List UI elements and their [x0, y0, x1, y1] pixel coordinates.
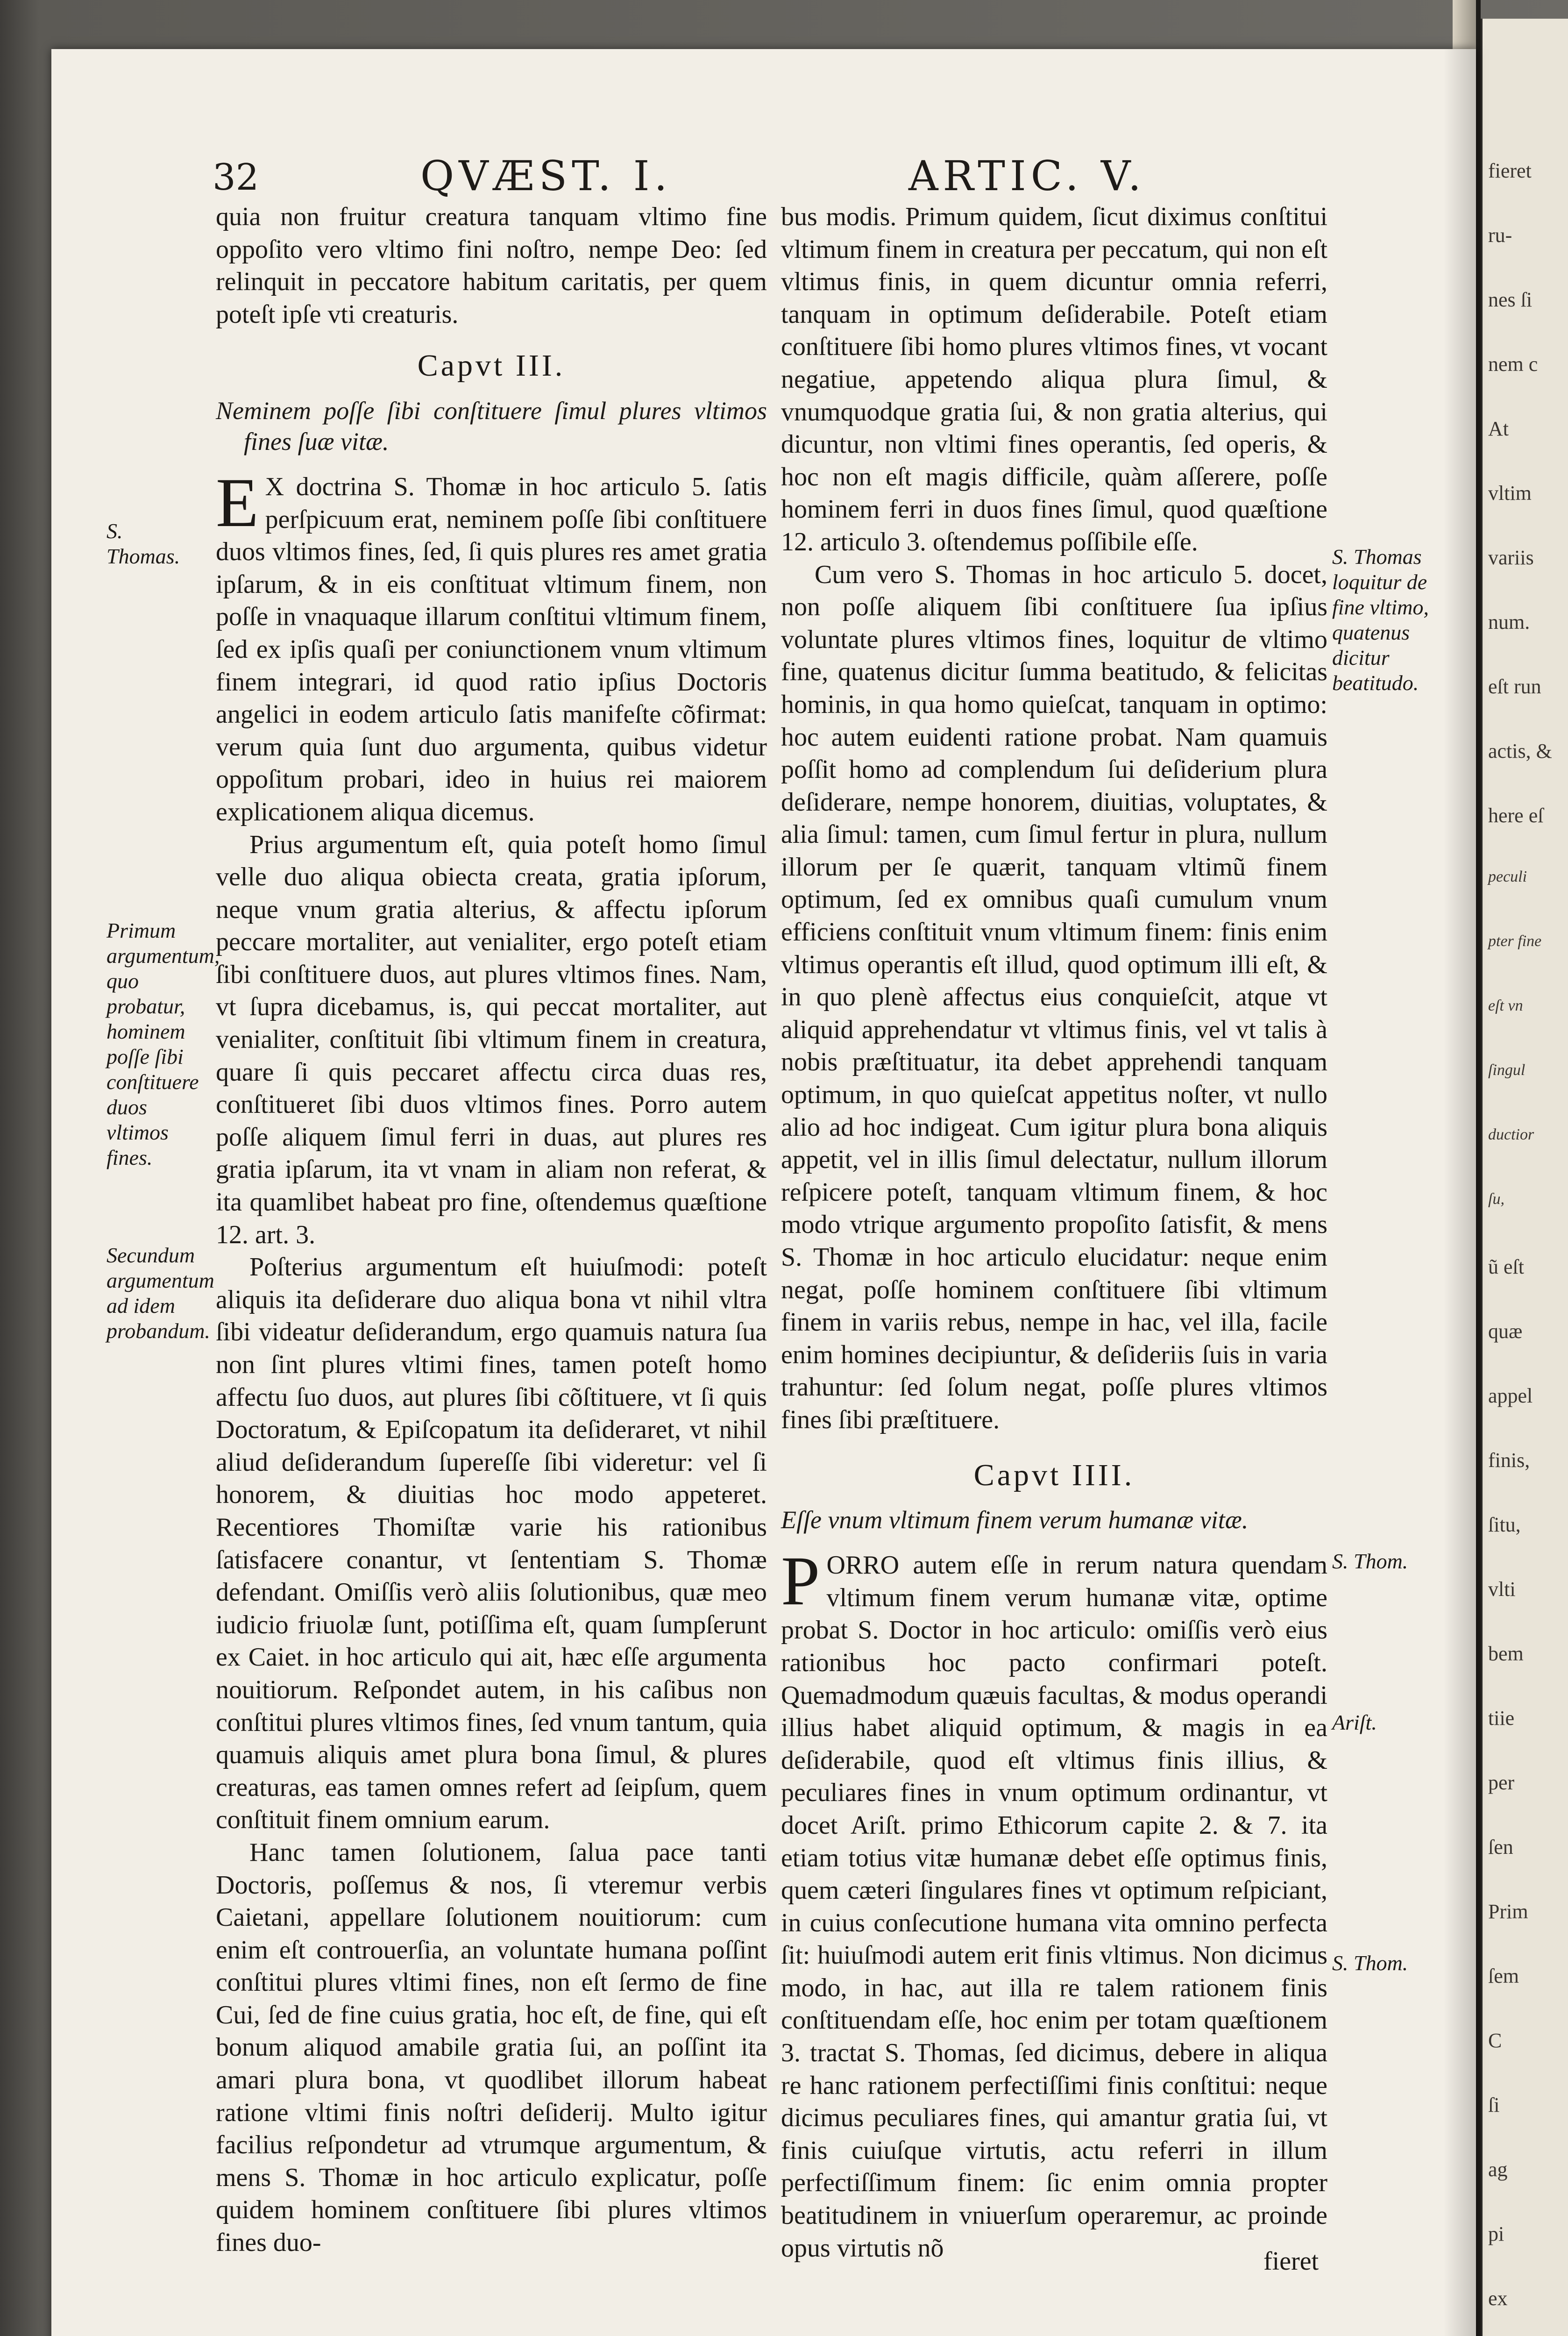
facing-page-fragment: eſt vn — [1488, 997, 1523, 1014]
facing-page-fragment: num. — [1488, 611, 1530, 634]
page-number: 32 — [213, 157, 259, 199]
opening-paragraph: quia non fruitur creatura tanquam vltimo fine oppoſito vero vltimo fini noſtro, nempe Deo: ſed relinquit in peccatore habitum caritatis, per quem poteſt ipſe vti creaturis. — [216, 202, 767, 329]
margin-note: S. Thomas loquitur de fine vltimo, quatenus dicitur beatitudo. — [1332, 545, 1429, 695]
catchword: fieret — [1263, 2247, 1319, 2276]
facing-page-fragment: here eſ — [1488, 804, 1544, 827]
facing-page-fragment: At — [1488, 417, 1509, 440]
facing-page-fragment: ſem — [1488, 1965, 1519, 1987]
facing-page-fragment: ũ eſt — [1488, 1255, 1524, 1278]
facing-page-fragment: fieret — [1488, 159, 1532, 182]
paragraph: bus modis. Primum quidem, ſicut diximus conſtitui vltimum finem in creatura per peccatum, qui non eſt vltimus finis, in quem dicuntur omnia referri, tanquam in optimum deſiderabile. Poteſt etiam conſtituere ſibi homo plures vltimos fines, vt vocant negatiue, appetendo aliqua plura ſimul, & vnumquodque gratia ſui, & non gratia alterius, qui dicuntur, non vltimi fines operantis, ſed operis, & hoc non eſt magis difficile, quàm aſſerere, poſſe hominem ferri in duos fines ſimul, quod quæſtione 12. articulo 3. oſtendemus poſſibile eſſe. — [781, 202, 1327, 556]
running-head-left: QVÆST. I. — [420, 152, 672, 200]
facing-page-fragment: actis, & — [1488, 740, 1552, 762]
paragraph: PORRO autem eſſe in rerum natura quendam vltimum finem verum humanæ vitæ, optime probat S. Doctor in hoc articulo: omiſſis verò eius rationibus hoc pacto confirmari poteſt. Quemadmodum quæuis facultas, & modus operandi illius habet aliquid optimum, & magis in ea deſiderabile, quod eſt vltimus finis illius, & peculiares fines in vnum optimum ordinantur, vt docet Ariſt. primo Ethicorum capite 2. & 7. ita etiam totius vitæ humanæ debet eſſe optimus finis, quem cæteri ſingulares fines vt optimum reſpiciant, in cuius conſecutione humana vita omnino perfecta ſit: huiuſmodi autem erit finis vltimus. Non dicimus modo, in hac, aut illa re talem rationem finis conſtituendam eſſe, hoc enim per totam quæſtionem 3. tractat S. Thomas, ſed dicimus, debere in aliqua re hanc rationem perfectiſſimi finis conſtitui: neque dicimus peculiares fines, qui amantur gratia ſui, vt finis cuiuſque virtutis, actu referri in illum perfectiſſimum finem: ſic enim omnia propter beatitudinem in vniuerſum operaremur, ac proinde opus virtutis nõ — [781, 1542, 1327, 2263]
facing-page-fragment: ſitu, — [1488, 1513, 1521, 1536]
gutter-rule — [1476, 0, 1481, 2336]
right-column — [781, 201, 1327, 2265]
facing-page-fragment: vlti — [1488, 1578, 1516, 1601]
facing-page-fragment: pi — [1488, 2222, 1504, 2245]
margin-note: S. Thom. — [1332, 1549, 1408, 1573]
margin-note: Secundum argumentum ad idem probandum. — [106, 1243, 214, 1343]
chapter-title: Capvt IIII. — [973, 1458, 1135, 1492]
facing-page-fragment: ſen — [1488, 1836, 1513, 1859]
facing-page-fragment: bem — [1488, 1642, 1524, 1665]
facing-page-fragment: Prim — [1488, 1900, 1528, 1923]
drop-cap: P — [781, 1542, 820, 1620]
paragraph: Prius argumentum eſt, quia poteſt homo ſimul velle duo aliqua obiecta creata, gratia ipſorum, neque vnum gratia alterius, & affectu ipſorum peccare mortaliter, aut venialiter, ergo poteſt etiam ſibi conſtituere duos, aut plures vltimos fines. Nam, vt ſupra dicebamus, is, qui peccat mortaliter, aut venialiter, conſtituit ſibi vltimum finem in creatura, quare ſi quis peccaret affectu circa duas res, conſtitueret ſibi duos vltimos fines. Porro autem poſſe aliquem ſimul ferri in duas, aut plures res gratia ipſarum, ita vt vnam in aliam non referat, & ita quamlibet habeat pro fine, oſtendemus quæſtione 12. art. 3. — [216, 830, 767, 1249]
facing-page-fragment: ſi — [1488, 2094, 1500, 2116]
page-gutter-shadow — [1443, 49, 1476, 2336]
margin-note: S. Thom. — [1332, 1951, 1408, 1975]
facing-page-fragment: peculi — [1488, 868, 1527, 885]
facing-page-fragment: variis — [1488, 546, 1534, 569]
facing-page-fragment: tiie — [1488, 1707, 1515, 1730]
margin-note: Primum argumentum, quo probatur, hominem poſſe ſibi conſtituere duos vltimos fines. — [106, 919, 220, 1169]
facing-page-fragment: appel — [1488, 1384, 1533, 1407]
facing-page-fragment: pter fine — [1488, 933, 1542, 950]
facing-page-fragment: ductior — [1488, 1126, 1534, 1143]
facing-page-fragment: ag — [1488, 2158, 1508, 2181]
facing-page-fragment: finis, — [1488, 1449, 1530, 1472]
paragraph: E X doctrina S. Thomæ in hoc articulo 5. ſatis perſpicuum erat, neminem poſſe ſibi conſtituere duos vltimos fines, ſed, ſi quis plures res amet gratia ipſarum, & in eis conſtituat vltimum finem, non poſſe in vnaquaque illarum conſtitui vltimum finem, ſed ex ipſis quaſi per coniunctionem vnum vltimum finem integrari, id quod ratio ipſius Doctoris angelici in eodem articulo ſatis manifeſte cõfirmat: verum quia ſunt duo argumenta, quibus videtur oppoſitum probari, ideo in huius rei maiorem explicationem aliqua dicemus. — [216, 463, 767, 826]
facing-page-fragment: ex — [1488, 2287, 1508, 2310]
facing-page-fragment: C — [1488, 2029, 1502, 2052]
paragraph: Hanc tamen ſolutionem, ſalua pace tanti Doctoris, poſſemus & nos, ſi vteremur verbis Caietani, appellare ſolutionem nouitiorum: cum enim eſt controuerſia, an voluntate humana poſſint conſtitui plures vltimi fines, non eſt ſermo de fine Cui, ſed de fine cuius gratia, hoc eſt, de fine, qui eſt bonum aliquod amabile gratia ſui, an poſſint ita amari plura bona, vt quodlibet illorum habeat ratione vltimi finis noſtri deſiderij. Multo igitur facilius reſpondetur ad vtrumque argumentum, & mens S. Thomæ in hoc articulo explicatur, poſſe quidem hominem conſtituere ſibi plures vltimos fines duo- — [216, 1837, 767, 2258]
facing-page-fragment: eſt run — [1488, 675, 1541, 698]
left-column — [216, 201, 767, 2259]
facing-page-fragment: nem c — [1488, 353, 1538, 376]
paragraph: Poſterius argumentum eſt huiuſmodi: poteſt aliquis ita deſiderare duo aliqua bona vt nihil vltra ſibi videatur deſiderandum, ergo quamuis natura ſua non ſint plures vltimi fines, tamen poteſt homo affectu ſuo duos, aut plures ſibi cõſtituere, vt ſi quis Doctoratum, & Epiſcopatum ita deſideraret, vt nihil aliud deſiderandum ſupereſſe ſibi videretur: vel ſi honorem, & diuitias hoc modo appeteret. Recentiores Thomiſtæ varie his rationibus ſatisfacere conantur, vt ſententiam S. Thomæ defendant. Omiſſis verò aliis ſolutionibus, quæ meo iudicio friuolæ ſunt, potiſſima eſt, quam ſumpſerunt ex Caiet. in hoc articulo qui ait, hæc eſſe argumenta nouitiorum. Reſpondet autem, in his caſibus non conſtitui plures vltimos fines, ſed vnum tantum, quia quamuis aliquis amet plura bona ſimul, & plures creaturas, eas tamen omnes refert ad ſeipſum, quem conſtituit finem omnium earum. — [216, 1253, 767, 1835]
facing-page-fragment: vltim — [1488, 482, 1532, 505]
running-head-right: ARTIC. V. — [908, 152, 1146, 200]
margin-note: Ariſt. — [1332, 1710, 1377, 1734]
facing-page-fragment: ſingul — [1488, 1061, 1525, 1079]
drop-cap: E — [216, 463, 259, 541]
facing-page-fragment: ſu, — [1488, 1190, 1504, 1208]
chapter-summary: Eſſe vnum vltimum finem verum humanæ vitæ. — [781, 1506, 1249, 1534]
chapter-title: Capvt III. — [417, 349, 566, 383]
facing-page-edge — [1481, 19, 1568, 2336]
chapter-summary: Neminem poſſe ſibi conſtituere ſimul plures vltimos fines ſuæ vitæ. — [216, 396, 767, 456]
paragraph: Cum vero S. Thomas in hoc articulo 5. docet, non poſſe aliquem ſibi conſtituere ſua ipſius voluntate plures vltimos fines, loquitur de vltimo fine, quatenus dicitur ſumma beatitudo, & felicitas hominis, in qua homo quieſcat, tanquam in optimo: hoc autem euidenti ratione probat. Nam quamuis poſſit homo ad complendum ſui deſiderium plura deſiderare, nempe honorem, diuitias, voluptates, & alia ſimul: tamen, cum ſimul fertur in plura, nullum illorum per ſe quærit, tanquam vltimũ finem optimum, ſed ex omnibus quaſi cumulum vnum efficiens conſtituit vnum vltimum finem: finis enim vltimus operantis eſt illud, quod optimum illi eſt, & in quo plenè affectus eius conquieſcit, atque vt aliquid apprehendatur vt vltimus finis, vel vt talis à nobis præſtituatur, ita debet apprehendi tanquam optimum, in quo quieſcat appetitus noſter, vt nullo alio ad hoc indigeat. Cum igitur plura bona aliquis appetit, vel in illis ſimul delectatur, nullum illorum reſpicere poteſt, tanquam vltimum finem, & hoc modo vtrique argumento propoſito ſatisfit, & mens S. Thomæ in hoc articulo elucidatur: neque enim negat, poſſe hominem conſtituere ſibi vltimum finem in variis rebus, nempe in hac, vel illa, facile enim homines decipiuntur, & deſideriis ſuis in varia trahuntur: ſed ſolum negat, poſſe plures vltimos fines ſibi præſtituere. — [781, 560, 1327, 1434]
margin-note: S. Thomas. — [106, 519, 180, 568]
facing-page-fragment: nes ſi — [1488, 288, 1533, 311]
facing-page-fragment: per — [1488, 1771, 1515, 1794]
facing-page-fragment: ru- — [1488, 224, 1512, 247]
facing-page-fragment: quæ — [1488, 1320, 1523, 1343]
